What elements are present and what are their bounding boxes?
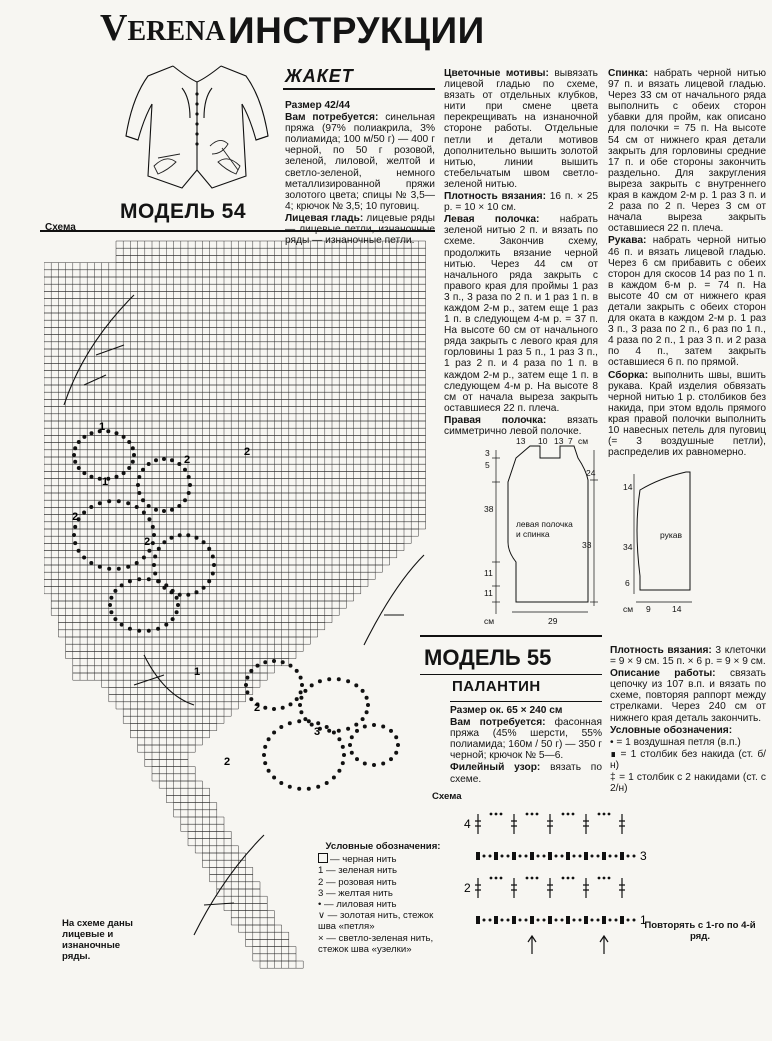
- svg-text:1: 1: [102, 476, 109, 488]
- dim-33: 33: [582, 540, 592, 550]
- brand-logo: VERENA: [100, 7, 226, 49]
- sleeve-label: Рукава:: [608, 235, 647, 247]
- repeat-arrow-icon: [528, 936, 536, 954]
- chain-stitch-mark: [603, 877, 606, 880]
- model-54-title: МОДЕЛЬ 54: [120, 200, 247, 223]
- chain-stitch-mark: [526, 877, 529, 880]
- svg-text:2: 2: [224, 756, 231, 768]
- legend-54: [318, 841, 448, 955]
- back-text: набрать черной нитью 97 п. и вязать лицевой гладью. Через 33 см от начального ряда выполнить с обеих сторон убавки для пройм, как описано для полочки = 75 п. На высоте 54 см от нижнего края детали закрыть для горловины средние 17 п. и обе стороны закончить раздельно. Для закругления выреза закрыть с внутреннего края в каждом 2-м р. 1 раз 3 п. и 2 раза по 2 п. Через 3 см от начала выреза закрыть оставшиеся 22 п. плеча.: [608, 68, 766, 235]
- dim-24: 24: [586, 468, 596, 478]
- dim-cm-bottom: см: [484, 616, 495, 626]
- svg-text:1: 1: [194, 666, 201, 678]
- chain-stitch-mark: [501, 855, 504, 858]
- pattern-front-back: [482, 436, 602, 628]
- sc-stitch-mark: [476, 916, 480, 924]
- legend-54-item-2: 2 — розовая нить: [318, 876, 397, 888]
- chart-note: На схеме даны лицевые и изнаночные ряды.: [62, 918, 133, 962]
- back-label: Спинка:: [608, 68, 649, 79]
- sleeve-text: набрать черной нитью 46 п. и вязать лицевой гладью. Через 6 см прибавить с обеих сторон для скосов 14 раз по 1 п. в каждом 6-м р. = 74 п. На высоте 40 см от нижнего края детали закрыть с обеих сторон для оката в каждом 2-м р. 1 раз 3 п., 3 раза по 2 п., 6 раз по 1 п., 4 раза по 2 п., 1 раз 3 п. и 2 раза по 4 п., затем закрыть оставшиеся 6 п. по прямой.: [608, 235, 766, 369]
- chain-stitch-mark: [597, 855, 600, 858]
- sleeve-dim-9: 9: [646, 604, 651, 614]
- motifs-label: Цветочные мотивы:: [444, 68, 549, 79]
- stole-text-col2: [610, 645, 766, 795]
- tr-stitch-mark: [619, 878, 625, 898]
- svg-text:2: 2: [244, 446, 251, 458]
- stole-legend-1: ∎ = 1 столбик без накида (ст. б/н): [610, 748, 766, 771]
- dim-7: 7: [568, 436, 573, 446]
- legend-54-item-3: 3 — желтая нить: [318, 887, 393, 899]
- chain-stitch-mark: [579, 919, 582, 922]
- svg-text:2: 2: [72, 511, 79, 523]
- chain-stitch-mark: [633, 919, 636, 922]
- stole-pattern-text: вязать по схеме.: [450, 762, 602, 785]
- stole-title: ПАЛАНТИН: [452, 678, 541, 695]
- chain-stitch-mark: [483, 855, 486, 858]
- stole-row-label-0: 4: [464, 817, 471, 831]
- chain-stitch-mark: [525, 919, 528, 922]
- sc-stitch-mark: [548, 916, 552, 924]
- stole-legend-title: Условные обозначения:: [610, 724, 733, 736]
- sleeve-dim-cm: см: [623, 604, 634, 614]
- chain-stitch-mark: [598, 813, 601, 816]
- assembly-text: выполнить швы, вшить рукава. Край изделия обвязать черной нитью 1 р. столбиков без накида, при этом вдоль прямого края правой полочки выполнить 10 навесных петель для пуговиц (= 3 воздушные петли), распределив их равномерно.: [608, 369, 766, 459]
- legend-54-item-1: 1 — зеленая нить: [318, 865, 398, 877]
- rule-model55-bottom: [420, 674, 602, 675]
- chain-stitch-mark: [627, 919, 630, 922]
- sc-stitch-mark: [566, 852, 570, 860]
- tr-stitch-mark: [583, 878, 589, 898]
- chain-stitch-mark: [519, 919, 522, 922]
- stitch-text: лицевые ряды — лицевые петли, изнаночные ряды — изнаночные петли.: [285, 212, 435, 247]
- left-front-text: набрать зеленой нитью 2 п. и вязать по схеме. Закончив схему, продолжить вязание черной нитью. Через 44 см от начального ряда закрыть с правого края для проймы 1 раз 3 п., 3 раза по 2 п. и 1 раз 1 п. в каждом 2-м р., затем еще 1 раз 1 п. в следующем 4-м р. = 37 п. На высоте 60 см от начального ряда закрыть с левого края для горловины 1 раз 5 п., 1 раз 3 п., 1 раз 2 п. и 4 раза по 1 п. в каждом 2-м р., затем еще 1 п. в следующем 4-м р. На высоте 8 см от начала выреза закрыть оставшиеся 22 п. плеча.: [444, 214, 598, 414]
- stole-row-label-2: 2: [464, 881, 471, 895]
- scheme-55-label: Схема: [432, 791, 462, 802]
- chain-stitch-mark: [500, 813, 503, 816]
- chain-stitch-mark: [543, 919, 546, 922]
- repeat-arrow-icon: [600, 936, 608, 954]
- dim-13a: 13: [516, 436, 526, 446]
- dim-11a: 11: [484, 568, 493, 578]
- chain-stitch-mark: [615, 919, 618, 922]
- chain-stitch-mark: [537, 919, 540, 922]
- sc-stitch-mark: [620, 916, 624, 924]
- chain-stitch-mark: [598, 877, 601, 880]
- sleeve-dim-6: 6: [625, 578, 630, 588]
- chain-stitch-mark: [562, 813, 565, 816]
- front-piece-label: левая полочка и спинка: [516, 520, 573, 539]
- chain-stitch-mark: [561, 855, 564, 858]
- chain-stitch-mark: [555, 919, 558, 922]
- sc-stitch-mark: [548, 852, 552, 860]
- dim-5: 5: [485, 460, 490, 470]
- materials-text: синельная пряжа (97% полиакрила, 3% полиамида; 100 м/50 г) — 400 г черной, по 50 г розовой, зеленой, лиловой, желтой и светло-зеленой, немного металлизированной пряжи золотого цвета; спицы № 3,5—4; крючок № 3,5; 10 пуговиц.: [285, 112, 435, 212]
- svg-text:3: 3: [314, 726, 321, 738]
- jacket-text-col1: [285, 100, 435, 247]
- chain-stitch-mark: [501, 919, 504, 922]
- dim-29: 29: [548, 616, 558, 626]
- chain-stitch-mark: [483, 919, 486, 922]
- chain-stitch-mark: [567, 877, 570, 880]
- sc-stitch-mark: [566, 916, 570, 924]
- sc-stitch-mark: [602, 852, 606, 860]
- jacket-sketch: [118, 58, 276, 194]
- stole-work-label: Описание работы:: [610, 668, 716, 680]
- pattern-sleeve: [620, 468, 710, 618]
- chain-stitch-mark: [609, 919, 612, 922]
- dim-11b: 11: [484, 588, 493, 598]
- chain-stitch-mark: [495, 877, 498, 880]
- jacket-text-col2: [444, 68, 598, 438]
- chain-stitch-mark: [490, 877, 493, 880]
- chain-stitch-mark: [633, 855, 636, 858]
- chain-stitch-mark: [567, 813, 570, 816]
- stole-density-label: Плотность вязания:: [610, 645, 712, 656]
- chain-stitch-mark: [537, 855, 540, 858]
- rule-jacket-title: [283, 88, 435, 90]
- chain-stitch-mark: [526, 813, 529, 816]
- chain-stitch-mark: [489, 855, 492, 858]
- stole-pattern-label: Филейный узор:: [450, 762, 541, 774]
- density-label: Плотность вязания:: [444, 191, 546, 203]
- stole-density-text: 3 клеточки = 9 × 9 см. 15 п. × 6 р. = 9 × 9 см.: [610, 645, 766, 668]
- legend-54-item-0: — черная нить: [318, 853, 448, 865]
- svg-text:1: 1: [99, 421, 106, 433]
- scheme-54-label: Схема: [45, 222, 76, 233]
- stole-materials-text: фасонная пряжа (45% шерсти, 55% полиамида; 160м / 50 г) — 350 г черной; крючок № 5—6.: [450, 717, 602, 762]
- tr-stitch-mark: [475, 814, 481, 834]
- chain-stitch-mark: [500, 877, 503, 880]
- right-front-label: Правая полочка:: [444, 414, 547, 426]
- chain-stitch-mark: [555, 855, 558, 858]
- density-text: 16 п. × 25 р. = 10 × 10 см.: [444, 191, 598, 214]
- chain-stitch-mark: [531, 813, 534, 816]
- model-55-title: МОДЕЛЬ 55: [424, 645, 552, 670]
- chain-stitch-mark: [531, 877, 534, 880]
- chain-stitch-mark: [519, 855, 522, 858]
- legend-54-item-6: × — светло-зеленая нить, стежок шва «узелки»: [318, 932, 434, 955]
- repeat-note: Повторять с 1-го по 4-й ряд.: [644, 920, 756, 942]
- chain-stitch-mark: [608, 877, 611, 880]
- right-front-text: вязать симметрично левой полочке.: [444, 414, 598, 437]
- sc-stitch-mark: [584, 916, 588, 924]
- tr-stitch-mark: [475, 878, 481, 898]
- sleeve-dim-34: 34: [623, 542, 633, 552]
- tr-stitch-mark: [511, 878, 517, 898]
- chain-stitch-mark: [591, 855, 594, 858]
- jacket-title: ЖАКЕТ: [285, 66, 354, 86]
- dim-38: 38: [484, 504, 494, 514]
- chain-stitch-mark: [627, 855, 630, 858]
- svg-text:2: 2: [184, 454, 191, 466]
- stole-row-label-1: 3: [640, 849, 647, 863]
- dim-13b: 13: [554, 436, 564, 446]
- stole-legend-2: ‡ = 1 столбик с 2 накидами (ст. с 2/н): [610, 772, 766, 795]
- stole-size: Размер ок. 65 × 240 см: [450, 705, 563, 716]
- sc-stitch-mark: [530, 916, 534, 924]
- page-heading: ИНСТРУКЦИИ: [228, 10, 485, 51]
- legend-54-title: Условные обозначения:: [325, 841, 441, 852]
- legend-54-item-4: • — лиловая нить: [318, 899, 397, 911]
- sc-stitch-mark: [512, 852, 516, 860]
- sc-stitch-mark: [512, 916, 516, 924]
- chain-stitch-mark: [562, 877, 565, 880]
- left-front-label: Левая полочка:: [444, 214, 540, 226]
- chain-stitch-mark: [597, 919, 600, 922]
- chain-stitch-mark: [561, 919, 564, 922]
- chain-stitch-mark: [572, 813, 575, 816]
- chain-stitch-mark: [573, 855, 576, 858]
- sc-stitch-mark: [530, 852, 534, 860]
- chain-stitch-mark: [615, 855, 618, 858]
- assembly-label: Сборка:: [608, 369, 649, 381]
- tr-stitch-mark: [511, 814, 517, 834]
- motifs-text: вывязать лицевой гладью по схеме, вязать от отдельных клубков, нити при смене цвета перекрещивать на изнаночной стороне работы. Отдельные петли и детали мотивов дополнительно вышить золотой нитью, линии вышить стебельчатым швом светло-зеленой нитью.: [444, 68, 598, 190]
- dim-3: 3: [485, 448, 490, 458]
- jacket-size: Размер 42/44: [285, 100, 351, 111]
- stole-text-col: [450, 705, 602, 786]
- sc-stitch-mark: [494, 916, 498, 924]
- jacket-text-col3: [608, 68, 766, 459]
- legend-54-item-5: ∨ — золотая нить, стежок шва «петля»: [318, 910, 434, 933]
- chain-stitch-mark: [490, 813, 493, 816]
- chain-stitch-mark: [495, 813, 498, 816]
- rule-model55-top: [420, 635, 602, 637]
- chain-stitch-mark: [603, 813, 606, 816]
- chain-stitch-mark: [609, 855, 612, 858]
- chain-stitch-mark: [572, 877, 575, 880]
- chain-stitch-mark: [573, 919, 576, 922]
- sc-stitch-mark: [494, 852, 498, 860]
- svg-text:2: 2: [254, 702, 261, 714]
- stitch-label: Лицевая гладь:: [285, 212, 364, 224]
- stole-materials-label: Вам потребуется:: [450, 717, 546, 729]
- sc-stitch-mark: [602, 916, 606, 924]
- tr-stitch-mark: [547, 878, 553, 898]
- crochet-chart-55: [456, 804, 666, 964]
- chain-stitch-mark: [536, 813, 539, 816]
- chain-stitch-mark: [608, 813, 611, 816]
- sc-stitch-mark: [584, 852, 588, 860]
- tr-stitch-mark: [619, 814, 625, 834]
- stole-legend-0: • = 1 воздушная петля (в.п.): [610, 736, 741, 748]
- chain-stitch-mark: [507, 919, 510, 922]
- materials-label: Вам потребуется:: [285, 112, 379, 124]
- chain-stitch-mark: [536, 877, 539, 880]
- chain-stitch-mark: [507, 855, 510, 858]
- tr-stitch-mark: [583, 814, 589, 834]
- sleeve-piece-label: рукав: [660, 530, 683, 540]
- sc-stitch-mark: [620, 852, 624, 860]
- stole-work-text: связать цепочку из 107 в.п. и вязать по схеме, повторяя раппорт между стрелками. Через 240 см от нижнего края деталь закончить.: [610, 668, 766, 724]
- chain-stitch-mark: [591, 919, 594, 922]
- chain-stitch-mark: [579, 855, 582, 858]
- sc-stitch-mark: [476, 852, 480, 860]
- chain-stitch-mark: [543, 855, 546, 858]
- empty-square-icon: [318, 853, 328, 863]
- stole-row-label-3: 1: [640, 913, 647, 927]
- rule-stole-title: [450, 701, 602, 702]
- sleeve-dim-14b: 14: [672, 604, 682, 614]
- chain-stitch-mark: [489, 919, 492, 922]
- dim-cm-top: см: [578, 436, 589, 446]
- chain-stitch-mark: [525, 855, 528, 858]
- tr-stitch-mark: [547, 814, 553, 834]
- sleeve-dim-14: 14: [623, 482, 633, 492]
- dim-10: 10: [538, 436, 548, 446]
- svg-text:2: 2: [144, 536, 151, 548]
